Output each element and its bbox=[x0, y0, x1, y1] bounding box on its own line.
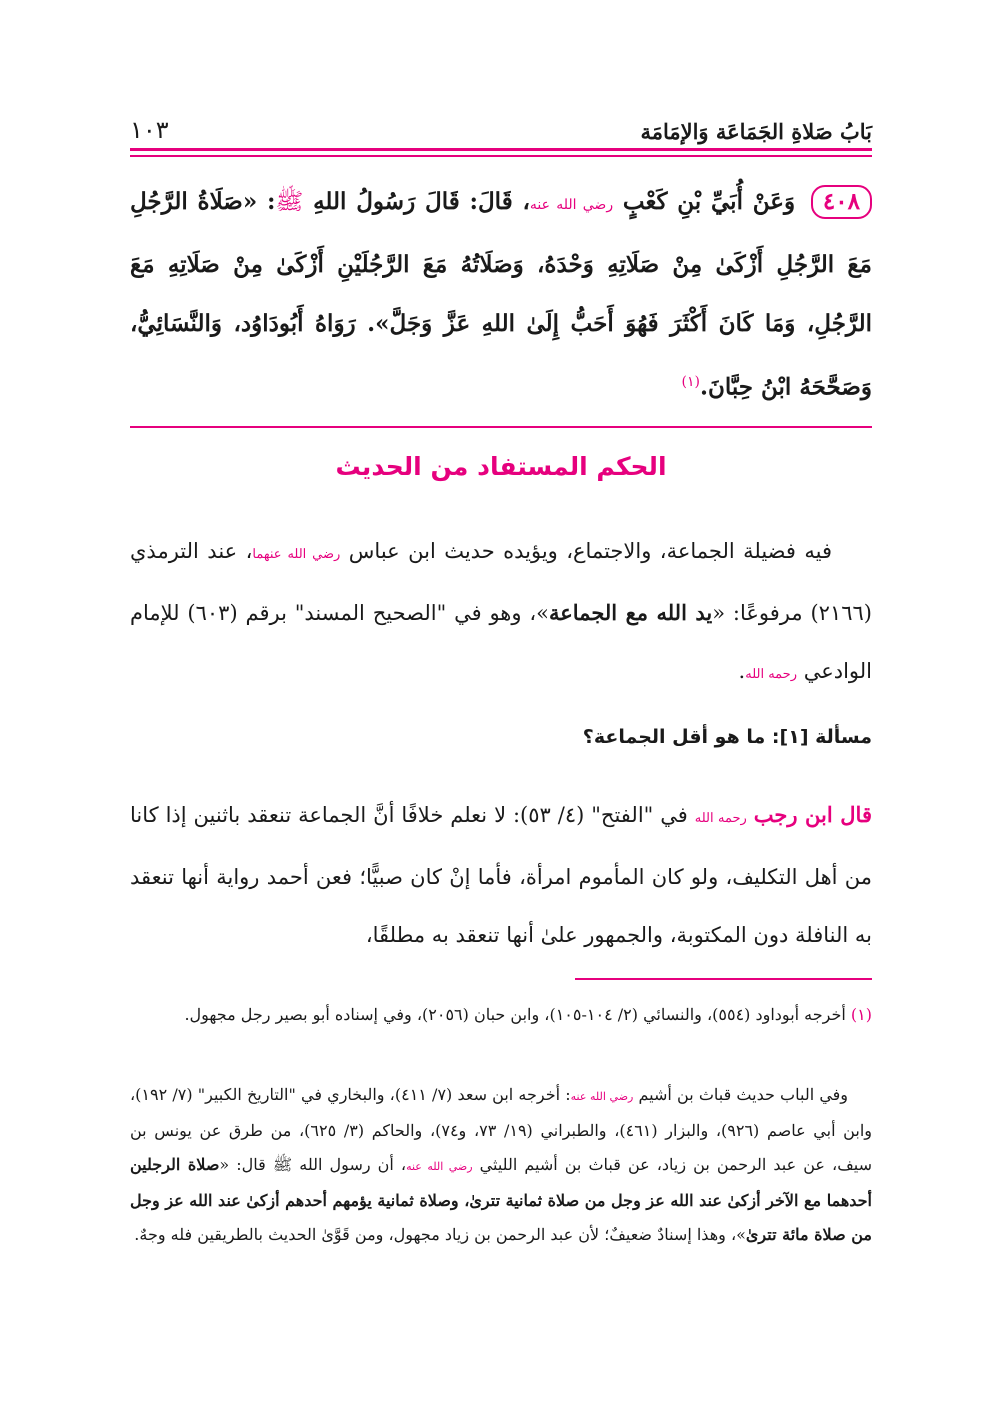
footnote-2-bold: صلاة الرجلين أحدهما مع الآخر أزكىٰ عند الله عز وجل من صلاة ثمانية تترىٰ، وصلاة ثمانية يؤمهم أحدهم أزكىٰ عند الله عز وجل من صلاة مائة تترىٰ bbox=[130, 1155, 872, 1244]
section-title: الحكم المستفاد من الحديث bbox=[335, 452, 667, 481]
hadith-part1: وَعَنْ أُبَيِّ بْنِ كَعْبٍ bbox=[622, 188, 796, 215]
question-heading bbox=[130, 726, 872, 748]
hadith-number-badge: ٤٠٨ bbox=[811, 185, 872, 219]
footnote-1 bbox=[130, 998, 872, 1032]
footnote-2-text-a: وفي الباب حديث قباث بن أشيم bbox=[638, 1085, 849, 1104]
hadith-part2: ، قَالَ: قَالَ رَسُولُ اللهِ bbox=[313, 188, 530, 215]
header-rule-bottom bbox=[130, 155, 872, 157]
question-text: ما هو أقل الجماعة؟ bbox=[582, 726, 766, 748]
page-number: ١٠٣ bbox=[130, 116, 169, 144]
footnote-2 bbox=[130, 1078, 872, 1252]
hadith-part3: : «صَلَاةُ الرَّجُلِ مَعَ الرَّجُلِ أَزْكَىٰ مِنْ صَلَاتِهِ وَحْدَهُ، وَصَلَاتُهُ مَعَ الرَّجُلَيْنِ أَزْكَىٰ مِنْ صَلَاتِهِ مَعَ الرَّجُلِ، وَمَا كَانَ أَكْثَرَ فَهُوَ أَحَبُّ إِلَىٰ اللهِ عَزَّ وَجَلَّ». رَوَاهُ أَبُودَاوُد، وَالنَّسَائِيُّ، وَصَحَّحَهُ ابْنُ حِبَّانَ. bbox=[130, 188, 872, 401]
honorific-radiallah: رضي الله عنه bbox=[529, 197, 614, 213]
honorific-qabath-2: رضي الله عنه bbox=[406, 1160, 473, 1173]
honorific-salla: ﷺ bbox=[275, 189, 304, 215]
footnote-1-text: أخرجه أبوداود (٥٥٤)، والنسائي (٢/ ١٠٤-١٠٥)، وابن حبان (٢٠٥٦)، وفي إسناده أبو بصير رجل مجهول. bbox=[184, 1005, 846, 1024]
footnote-2-text-d: »، وهذا إسنادٌ ضعيفٌ؛ لأن عبد الرحمن بن زياد مجهول، ومن قَوَّىٰ الحديث بالطريقين فله وجهٌ. bbox=[134, 1225, 746, 1244]
running-header bbox=[130, 108, 872, 144]
para1-text-c: »، وهو في "الصحيح المسند" برقم (٦٠٣) للإمام الوادعي bbox=[130, 601, 872, 683]
honorific-ibn-abbas: رضي الله عنهما bbox=[252, 547, 341, 562]
para1-text-a: فيه فضيلة الجماعة، والاجتماع، ويؤيده حديث ابن عباس bbox=[348, 539, 832, 563]
honorific-wadii: رحمه الله bbox=[745, 667, 797, 682]
para1-text-b: ، عند الترمذي (٢١٦٦) مرفوعًا: « bbox=[130, 539, 872, 625]
honorific-qabath: رضي الله عنه bbox=[570, 1090, 634, 1103]
chapter-title: بَابُ صَلاةِ الجَمَاعَة وَالإمَامَة bbox=[640, 119, 872, 144]
para1-bold-quote: يد الله مع الجماعة bbox=[548, 600, 713, 625]
hadith-text bbox=[130, 172, 872, 417]
para2-lead: قال ابن رجب bbox=[753, 802, 872, 827]
para2-text: في "الفتح" (٤/ ٥٣): لا نعلم خلافًا أنَّ الجماعة تنعقد باثنين إذا كانا من أهل التكليف، ولو كان المأموم امرأة، فأما إنْ كان صبيًّا؛ فعن أحمد رواية أنها تنعقد به النافلة دون المكتوبة، والجمهور علىٰ أنها تنعقد به مطلقًا، bbox=[130, 803, 872, 947]
footnote-1-mark: (١) bbox=[850, 1005, 872, 1024]
honorific-ibn-rajab: رحمه الله bbox=[694, 811, 747, 826]
footnote-ref: (١) bbox=[681, 374, 700, 390]
paragraph-2 bbox=[130, 786, 872, 964]
footnote-2-text-c: ، أن رسول الله ﷺ قال: « bbox=[219, 1155, 407, 1174]
question-label: مسألة [١]: bbox=[771, 726, 872, 748]
para1-text-d: . bbox=[738, 659, 746, 683]
header-rule-top bbox=[130, 148, 872, 151]
paragraph-1 bbox=[130, 522, 872, 704]
footnote-2-text-b: : أخرجه ابن سعد (٧/ ٤١١)، والبخاري في "التاريخ الكبير" (٧/ ١٩٢)، وابن أبي عاصم (٩٢٦)، والبزار (٤٦١)، والطبراني (١٩/ ٧٣، و٧٤)، والحاكم (٣/ ٦٢٥)، من طرق عن يونس بن سيف، عن عبد الرحمن بن زياد، عن قباث بن أشيم الليثي bbox=[130, 1085, 872, 1174]
footnote-rule bbox=[575, 978, 872, 980]
section-divider bbox=[130, 426, 872, 428]
